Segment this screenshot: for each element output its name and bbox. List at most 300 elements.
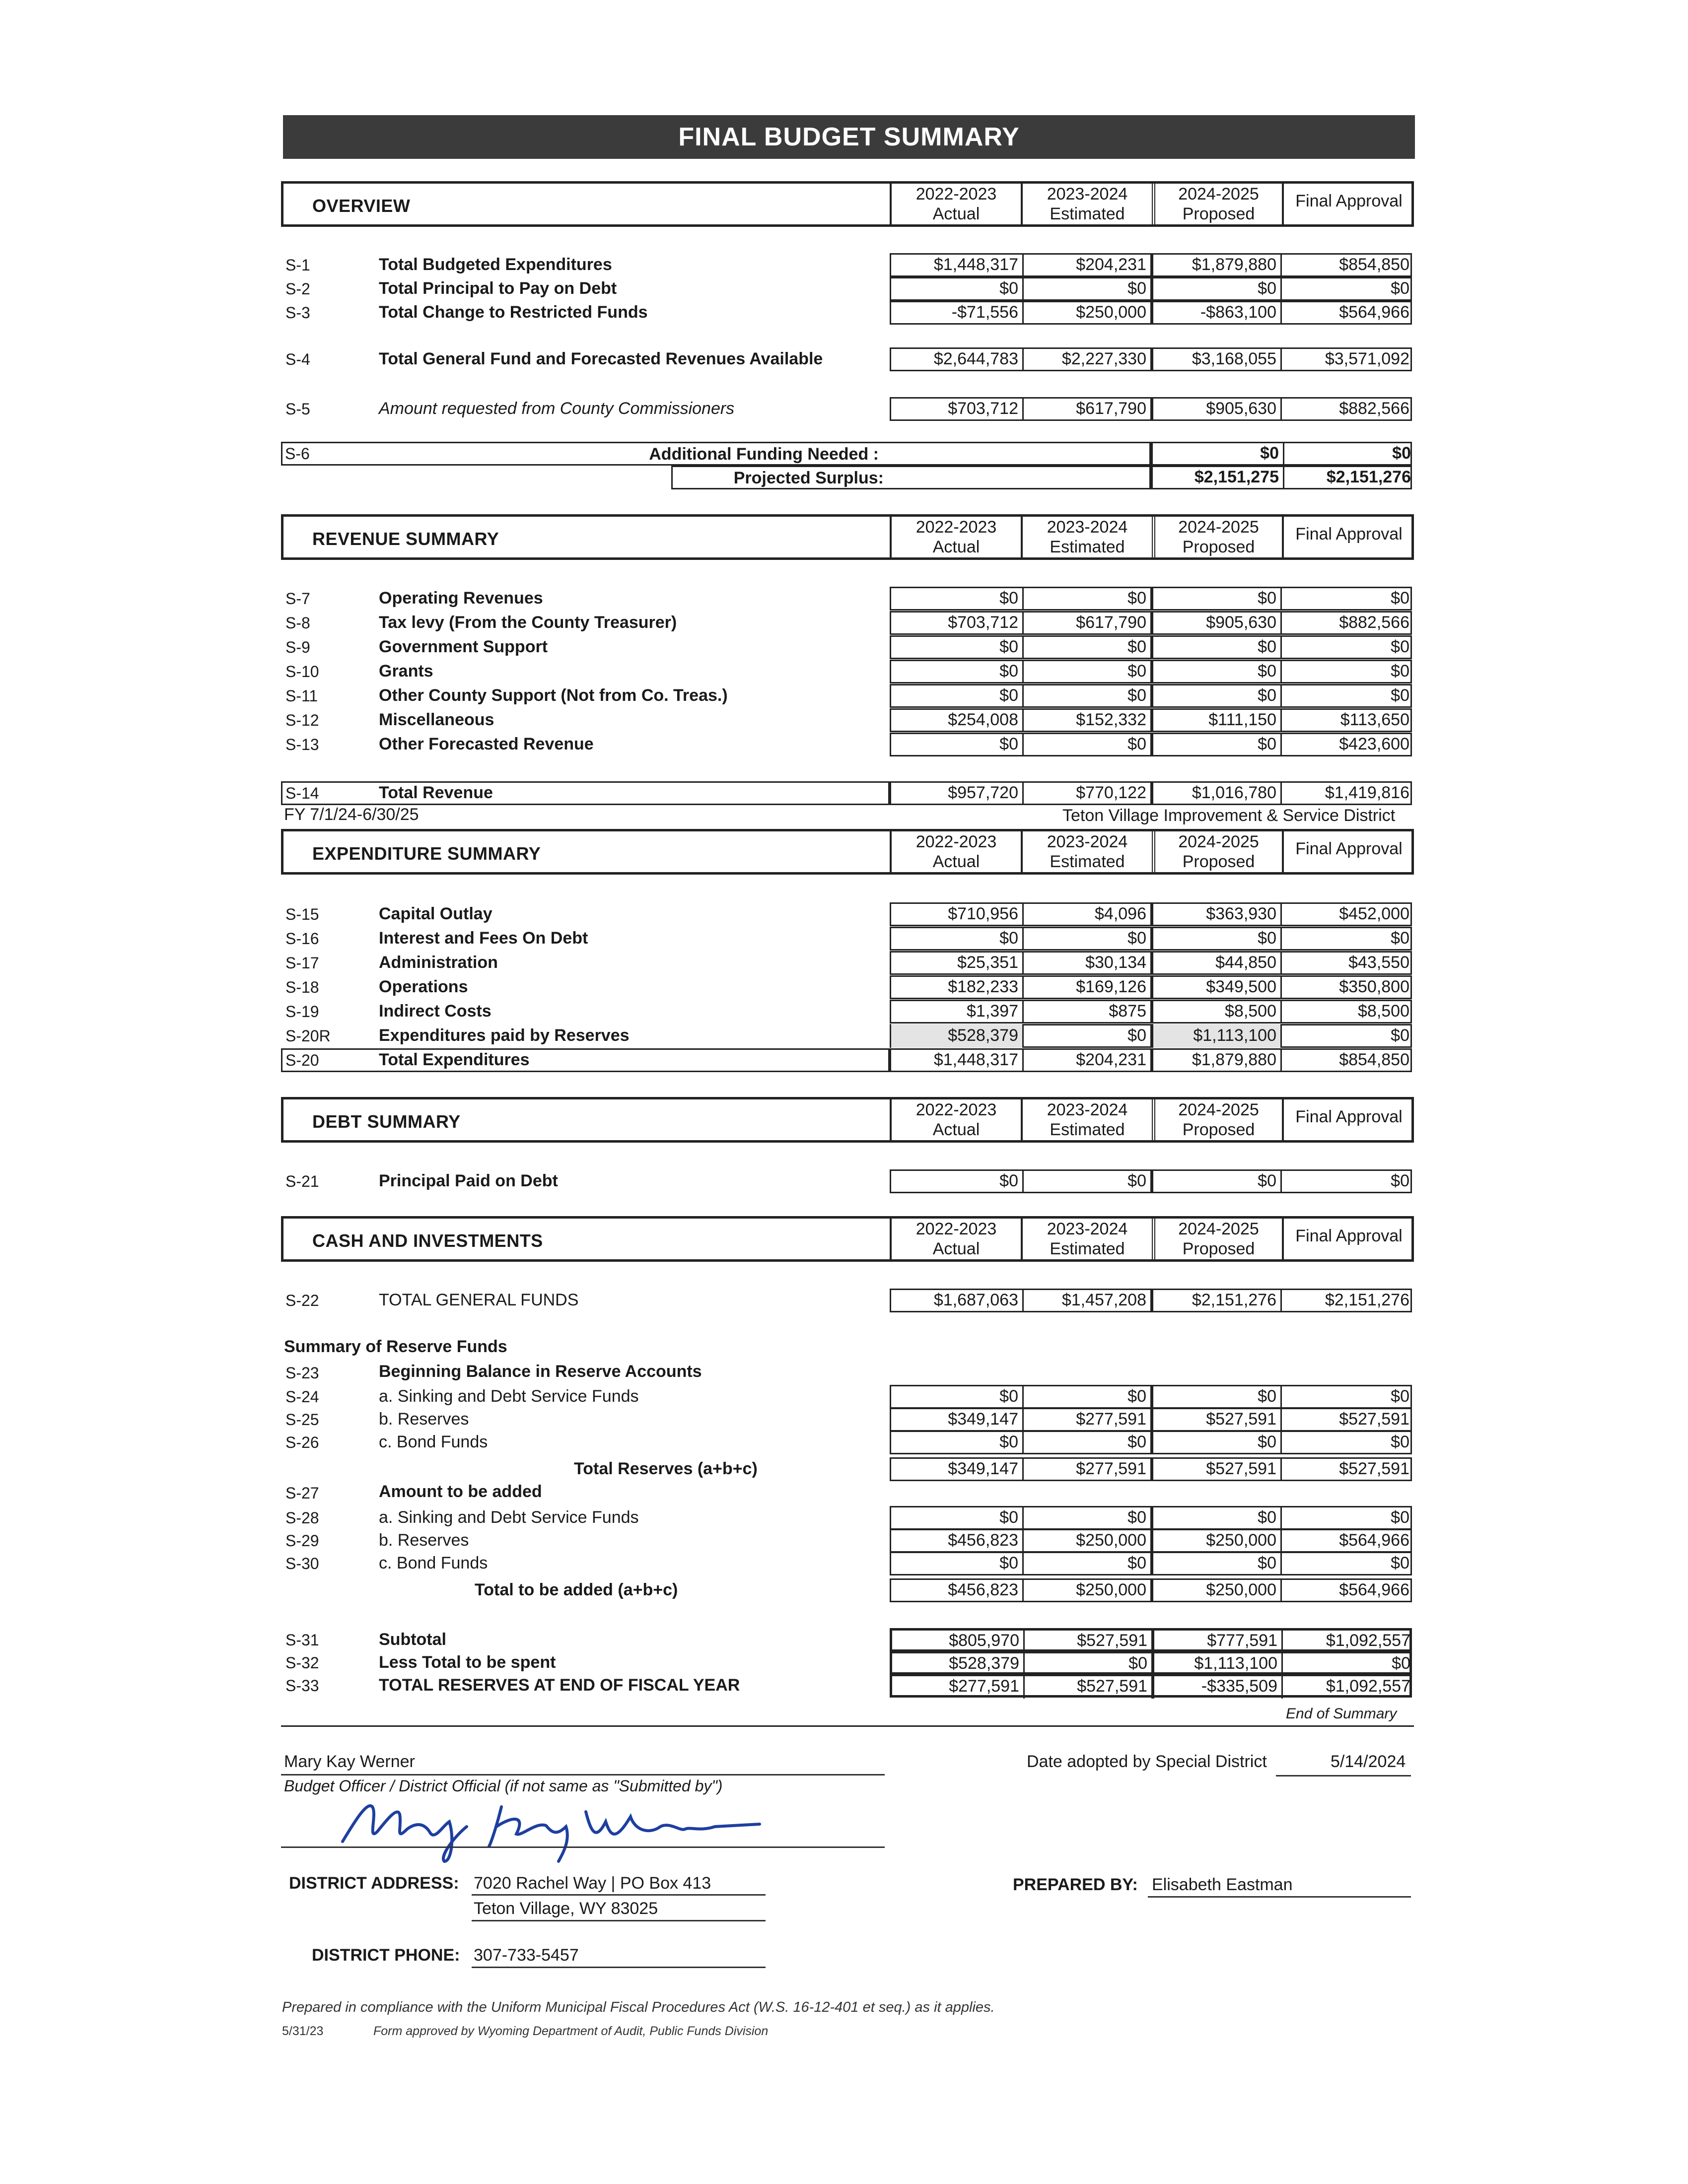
value-row	[890, 951, 1412, 975]
value-row	[890, 1000, 1412, 1024]
row-label: Beginning Balance in Reserve Accounts	[379, 1362, 702, 1381]
row-label: b. Reserves	[379, 1410, 469, 1429]
row-code: S-24	[285, 1388, 319, 1406]
value-cell: $3,571,092	[1280, 347, 1413, 371]
value-cell: $0	[1280, 587, 1413, 611]
value-cell: $2,151,276	[1283, 466, 1415, 489]
value-cell: $349,500	[1150, 975, 1280, 999]
row-code: S-13	[285, 736, 319, 753]
value-cell: $564,966	[1280, 1578, 1413, 1602]
address-line1-rule	[472, 1894, 766, 1896]
value-cell: $0	[999, 1433, 1018, 1451]
value-row	[890, 1289, 1412, 1312]
row-code: S-9	[285, 638, 310, 656]
value-cell: $527,591	[1280, 1408, 1413, 1432]
value-cell: $805,970	[949, 1631, 1019, 1650]
value-cell: $0	[999, 1508, 1018, 1527]
officer-name: Mary Kay Werner	[284, 1752, 415, 1771]
expenditure-col-header	[1021, 829, 1152, 875]
value-cell: $2,151,276	[1280, 1289, 1413, 1312]
value-cell: $350,800	[1280, 975, 1413, 999]
value-cell: $527,591	[1150, 1457, 1280, 1481]
form-note: Form approved by Wyoming Department of Audit, Public Funds Division	[373, 2024, 769, 2038]
value-cell: $0	[1022, 1506, 1150, 1530]
compliance-note: Prepared in compliance with the Uniform Municipal Fiscal Procedures Act (W.S. 16-12-401 et seq.) as it applies.	[282, 1999, 995, 2015]
row-code: S-23	[285, 1364, 319, 1382]
value-row	[890, 684, 1412, 708]
value-cell: $0	[1150, 1506, 1280, 1530]
row-label: Tax levy (From the County Treasurer)	[379, 613, 677, 632]
row-code: S-10	[285, 663, 319, 681]
col-header-line: Final Approval	[1295, 1227, 1403, 1245]
value-cell: $349,147	[948, 1459, 1018, 1478]
col-header-line: Final Approval	[1295, 1107, 1403, 1126]
value-cell: $0	[1280, 1024, 1413, 1048]
row-label: b. Reserves	[379, 1531, 469, 1550]
expenditure-col-header	[890, 829, 1021, 875]
value-row	[890, 611, 1412, 635]
value-cell: $957,720	[948, 783, 1018, 802]
value-row	[890, 1169, 1412, 1193]
value-row	[890, 587, 1412, 611]
expenditure-header	[281, 829, 1414, 875]
value-cell: $0	[1280, 927, 1413, 951]
value-cell: $0	[1280, 1169, 1413, 1193]
row-code: S-30	[285, 1555, 319, 1572]
row-code: S-20R	[285, 1027, 331, 1045]
reserves-title: Summary of Reserve Funds	[284, 1337, 507, 1356]
date-value: 5/14/2024	[1331, 1752, 1406, 1771]
value-row	[890, 1385, 1412, 1409]
row-label: Amount requested from County Commissioners	[379, 399, 735, 418]
debt-title: DEBT SUMMARY	[312, 1111, 461, 1132]
row-label: Subtotal	[379, 1630, 446, 1649]
row-label: Operations	[379, 977, 468, 996]
value-cell: $0	[1022, 277, 1150, 301]
value-cell: $0	[1022, 684, 1150, 708]
row-label: Other County Support (Not from Co. Treas.)	[379, 686, 728, 705]
form-date: 5/31/23	[282, 2024, 324, 2038]
value-cell: $617,790	[1022, 397, 1150, 421]
value-row	[890, 1578, 1412, 1602]
value-cell: $0	[1150, 660, 1280, 683]
value-cell: -$335,509	[1151, 1675, 1281, 1699]
row-code: S-12	[285, 711, 319, 729]
expenditure-col-header	[1282, 829, 1414, 875]
value-cell: $1,879,880	[1150, 1048, 1280, 1072]
value-cell: $452,000	[1280, 902, 1413, 926]
value-cell: $703,712	[948, 613, 1018, 632]
value-row	[890, 975, 1412, 999]
row-label: Indirect Costs	[379, 1002, 492, 1021]
row-label: Total Budgeted Expenditures	[379, 255, 612, 274]
revenue-header	[281, 514, 1414, 560]
value-cell: $0	[1022, 1024, 1150, 1048]
cash-title: CASH AND INVESTMENTS	[312, 1230, 543, 1251]
row-code: S-26	[285, 1433, 319, 1451]
row-code: S-21	[285, 1172, 319, 1190]
col-header-line: Estimated	[1050, 1120, 1125, 1139]
value-cell: $528,379	[891, 1024, 1022, 1048]
value-cell: $0	[1150, 587, 1280, 611]
value-row	[890, 397, 1412, 421]
row-label: TOTAL GENERAL FUNDS	[379, 1291, 579, 1309]
value-cell: $0	[1023, 1652, 1151, 1676]
value-row	[890, 733, 1412, 756]
row-label: a. Sinking and Debt Service Funds	[379, 1508, 639, 1527]
overview-title: OVERVIEW	[312, 196, 411, 216]
row-label: Principal Paid on Debt	[379, 1171, 558, 1190]
debt-col-header	[890, 1097, 1021, 1143]
value-cell: $527,591	[1023, 1675, 1151, 1699]
value-cell: $710,956	[948, 904, 1018, 923]
additional-funding-label: Additional Funding Needed :	[649, 445, 879, 464]
value-cell: $527,591	[1150, 1408, 1280, 1432]
value-cell: $0	[999, 1554, 1018, 1572]
officer-line	[281, 1774, 885, 1775]
value-cell: $0	[1150, 1431, 1280, 1454]
value-row	[890, 1408, 1412, 1432]
col-header-line: Final Approval	[1295, 839, 1403, 858]
row-label: Expenditures paid by Reserves	[379, 1026, 630, 1045]
value-cell: $44,850	[1150, 951, 1280, 975]
value-cell: $770,122	[1022, 781, 1150, 805]
value-cell: $30,134	[1022, 951, 1150, 975]
value-cell: $0	[1022, 1169, 1150, 1193]
row-label: Total General Fund and Forecasted Revenues Available	[379, 349, 823, 368]
expenditure-title: EXPENDITURE SUMMARY	[312, 843, 541, 864]
value-cell: $0	[1283, 442, 1415, 466]
value-row	[890, 253, 1412, 277]
col-header-line: 2024-2025	[1178, 185, 1259, 204]
row-label: c. Bond Funds	[379, 1433, 488, 1451]
row-code: S-20	[285, 1051, 319, 1069]
value-cell: $0	[1150, 635, 1280, 659]
value-cell: $0	[999, 1171, 1018, 1190]
col-header-line: Actual	[932, 205, 980, 223]
col-header-line: Proposed	[1182, 852, 1255, 871]
value-cell: $0	[1150, 1385, 1280, 1409]
debt-col-header	[1152, 1097, 1282, 1143]
value-cell: $0	[1280, 1506, 1413, 1530]
value-row	[890, 1048, 1412, 1072]
row-code: S-19	[285, 1003, 319, 1021]
row-code: S-8	[285, 614, 310, 632]
value-cell: $1,687,063	[933, 1291, 1018, 1309]
value-cell: $113,650	[1280, 708, 1413, 732]
row-code: S-11	[285, 687, 318, 705]
value-cell: $0	[1280, 660, 1413, 683]
value-cell: $182,233	[948, 977, 1018, 996]
row-code: S-1	[285, 256, 310, 274]
col-header-line: Estimated	[1050, 852, 1125, 871]
col-header-line: Actual	[932, 1120, 980, 1139]
value-cell: $0	[1150, 684, 1280, 708]
value-cell: $703,712	[948, 399, 1018, 418]
value-cell: $0	[1022, 1431, 1150, 1454]
col-header-line: 2024-2025	[1178, 518, 1259, 537]
value-cell: $0	[1280, 1385, 1413, 1409]
fy-label: FY 7/1/24-6/30/25	[284, 805, 419, 824]
prepared-line	[1148, 1896, 1411, 1898]
value-cell: $0	[999, 929, 1018, 948]
value-cell: $0	[1022, 927, 1150, 951]
value-cell: $254,008	[948, 710, 1018, 729]
value-cell: $0	[999, 1387, 1018, 1406]
value-cell: $0	[1022, 733, 1150, 756]
value-cell: $1,092,557	[1281, 1629, 1414, 1653]
col-header-line: 2024-2025	[1178, 832, 1259, 851]
row-code: S-32	[285, 1654, 319, 1672]
row-code: S-28	[285, 1509, 319, 1527]
value-cell: $169,126	[1022, 975, 1150, 999]
value-cell: $0	[1280, 635, 1413, 659]
row-label: Other Forecasted Revenue	[379, 735, 594, 753]
address-line1: 7020 Rachel Way | PO Box 413	[474, 1874, 711, 1893]
debt-col-header	[1282, 1097, 1414, 1143]
cash-col-header	[1152, 1216, 1282, 1262]
value-cell: $0	[999, 662, 1018, 681]
officer-caption: Budget Officer / District Official (if not same as "Submitted by")	[284, 1777, 723, 1795]
value-cell: $2,227,330	[1022, 347, 1150, 371]
value-row	[890, 1457, 1412, 1481]
value-row	[890, 301, 1412, 325]
additional-values	[1150, 442, 1412, 466]
value-cell: $111,150	[1150, 708, 1280, 732]
row-label: Administration	[379, 953, 498, 972]
value-cell: $456,823	[948, 1580, 1018, 1599]
value-row	[890, 902, 1412, 926]
value-cell: $527,591	[1280, 1457, 1413, 1481]
value-cell: $0	[999, 686, 1018, 705]
revenue-col-header	[1152, 514, 1282, 560]
address-label: DISTRICT ADDRESS:	[289, 1874, 459, 1893]
row-code: S-18	[285, 978, 319, 996]
col-header-line: 2023-2024	[1047, 1100, 1128, 1119]
value-cell: $152,332	[1022, 708, 1150, 732]
value-row	[890, 635, 1412, 659]
prepared-label: PREPARED BY:	[1013, 1875, 1138, 1894]
cash-col-header	[1282, 1216, 1414, 1262]
col-header-line: Actual	[932, 538, 980, 556]
col-header-line: Proposed	[1182, 205, 1255, 223]
cash-col-header	[890, 1216, 1021, 1262]
phone-value: 307-733-5457	[474, 1946, 579, 1965]
cash-col-header	[1021, 1216, 1152, 1262]
district-name: Teton Village Improvement & Service District	[1062, 806, 1396, 825]
value-cell: $0	[1022, 1385, 1150, 1409]
value-cell: $250,000	[1022, 301, 1150, 325]
col-header-line: 2022-2023	[915, 1220, 997, 1238]
date-line	[1276, 1775, 1411, 1776]
value-cell: $0	[999, 589, 1018, 608]
phone-line	[472, 1967, 766, 1968]
value-cell: $777,591	[1151, 1629, 1281, 1653]
row-label: Less Total to be spent	[379, 1653, 556, 1672]
col-header-line: Final Approval	[1295, 525, 1403, 544]
debt-header	[281, 1097, 1414, 1143]
value-row	[890, 1529, 1412, 1553]
expenditure-col-header	[1152, 829, 1282, 875]
value-cell: $0	[1022, 635, 1150, 659]
value-cell: $277,591	[1022, 1408, 1150, 1432]
value-cell: $250,000	[1150, 1529, 1280, 1553]
phone-label: DISTRICT PHONE:	[312, 1946, 460, 1965]
row-code: S-5	[285, 400, 310, 418]
revenue-col-header	[1282, 514, 1414, 560]
value-cell: $456,823	[948, 1531, 1018, 1550]
overview-col-header	[890, 181, 1021, 227]
col-header-line: 2022-2023	[915, 185, 997, 204]
value-cell: $1,457,208	[1022, 1289, 1150, 1312]
row-code: S-7	[285, 590, 310, 608]
col-header-line: Estimated	[1050, 205, 1125, 223]
revenue-col-header	[1021, 514, 1152, 560]
col-header-line: 2024-2025	[1178, 1220, 1259, 1238]
col-header-line: Final Approval	[1295, 192, 1403, 210]
row-label: Miscellaneous	[379, 710, 494, 729]
signature-icon	[338, 1787, 765, 1866]
value-row	[890, 1628, 1412, 1652]
value-cell: $0	[1281, 1652, 1414, 1676]
col-header-line: 2022-2023	[915, 832, 997, 851]
value-cell: $423,600	[1280, 733, 1413, 756]
value-cell: $43,550	[1280, 951, 1413, 975]
end-of-summary: End of Summary	[1286, 1706, 1397, 1722]
value-cell: $8,500	[1280, 1000, 1413, 1024]
debt-col-header	[1021, 1097, 1152, 1143]
value-cell: $363,930	[1150, 902, 1280, 926]
value-cell: $617,790	[1022, 611, 1150, 635]
value-cell: $2,151,276	[1150, 1289, 1280, 1312]
value-cell: $564,966	[1280, 1529, 1413, 1553]
col-header-line: Actual	[932, 852, 980, 871]
value-row	[890, 1024, 1412, 1048]
address-line2-rule	[472, 1920, 766, 1921]
value-cell: $8,500	[1150, 1000, 1280, 1024]
cash-header	[281, 1216, 1414, 1262]
value-cell: $875	[1022, 1000, 1150, 1024]
row-label: Grants	[379, 662, 433, 681]
value-row	[890, 708, 1412, 732]
row-label: c. Bond Funds	[379, 1554, 488, 1572]
value-cell: $0	[1280, 277, 1413, 301]
value-cell: $564,966	[1280, 301, 1413, 325]
row-code: S-17	[285, 954, 319, 972]
row-code: S-27	[285, 1484, 319, 1502]
value-cell: $25,351	[957, 953, 1018, 972]
value-cell: -$863,100	[1150, 301, 1280, 325]
value-cell: $2,151,275	[1194, 468, 1279, 486]
col-header-line: 2023-2024	[1047, 1220, 1128, 1238]
row-code: S-2	[285, 280, 310, 298]
value-cell: $1,448,317	[933, 1050, 1018, 1069]
row-label: TOTAL RESERVES AT END OF FISCAL YEAR	[379, 1676, 740, 1695]
revenue-col-header	[890, 514, 1021, 560]
total-revenue-code-box	[281, 781, 890, 805]
value-cell: $250,000	[1022, 1578, 1150, 1602]
projected-surplus-label: Projected Surplus:	[733, 469, 884, 487]
value-cell: $250,000	[1150, 1578, 1280, 1602]
row-label: Amount to be added	[379, 1482, 542, 1501]
surplus-values	[1150, 466, 1412, 489]
value-cell: $0	[1150, 1552, 1280, 1575]
value-cell: $3,168,055	[1150, 347, 1280, 371]
col-header-line: 2024-2025	[1178, 1100, 1259, 1119]
value-cell: $0	[1022, 587, 1150, 611]
value-cell: $0	[1280, 1431, 1413, 1454]
value-row	[890, 1651, 1412, 1675]
col-header-line: 2023-2024	[1047, 185, 1128, 204]
value-cell: $905,630	[1150, 611, 1280, 635]
row-code: S-4	[285, 350, 310, 368]
value-cell: $0	[999, 637, 1018, 656]
row-code: S-25	[285, 1411, 319, 1429]
value-cell: $882,566	[1280, 397, 1413, 421]
row-code: S-3	[285, 304, 310, 322]
overview-col-header	[1282, 181, 1414, 227]
value-cell: $905,630	[1150, 397, 1280, 421]
value-cell: $4,096	[1022, 902, 1150, 926]
value-cell: $1,397	[967, 1002, 1018, 1021]
overview-header	[281, 181, 1414, 227]
row-code: S-22	[285, 1292, 319, 1309]
value-cell: $0	[1150, 277, 1280, 301]
row-label: a. Sinking and Debt Service Funds	[379, 1387, 639, 1406]
value-row	[890, 781, 1412, 805]
col-header-line: 2022-2023	[915, 1100, 997, 1119]
page-title: FINAL BUDGET SUMMARY	[283, 115, 1415, 159]
value-cell: $0	[999, 735, 1018, 753]
row-label: Total Principal to Pay on Debt	[379, 279, 617, 298]
address-line2: Teton Village, WY 83025	[474, 1899, 658, 1918]
col-header-line: Estimated	[1050, 1239, 1125, 1258]
value-cell: $0	[1260, 444, 1279, 463]
row-code: S-29	[285, 1532, 319, 1550]
value-cell: $0	[1022, 660, 1150, 683]
value-cell: $0	[1022, 1552, 1150, 1575]
signature-line	[281, 1846, 885, 1848]
col-header-line: 2022-2023	[915, 518, 997, 537]
s6-code: S-6	[285, 445, 310, 463]
row-label: Operating Revenues	[379, 589, 543, 608]
value-cell: $277,591	[1022, 1457, 1150, 1481]
col-header-line: Proposed	[1182, 538, 1255, 556]
value-cell: $527,591	[1023, 1629, 1151, 1653]
value-cell: $854,850	[1280, 1048, 1413, 1072]
value-cell: $0	[999, 279, 1018, 298]
value-row	[890, 347, 1412, 371]
value-cell: $204,231	[1022, 253, 1150, 277]
value-cell: $0	[1150, 1169, 1280, 1193]
col-header-line: Proposed	[1182, 1120, 1255, 1139]
row-label: Total Change to Restricted Funds	[379, 303, 648, 322]
row-label: Total to be added (a+b+c)	[475, 1580, 678, 1599]
col-header-line: 2023-2024	[1047, 832, 1128, 851]
value-row	[890, 1552, 1412, 1575]
value-row	[890, 1506, 1412, 1530]
row-label: Government Support	[379, 637, 548, 656]
value-row	[890, 277, 1412, 301]
value-cell: $1,879,880	[1150, 253, 1280, 277]
value-cell: $1,113,100	[1151, 1652, 1281, 1676]
value-cell: $854,850	[1280, 253, 1413, 277]
col-header-line: Proposed	[1182, 1239, 1255, 1258]
value-cell: $2,644,783	[933, 349, 1018, 368]
col-header-line: Actual	[932, 1239, 980, 1258]
value-cell: $1,448,317	[933, 255, 1018, 274]
row-label: Total Reserves (a+b+c)	[574, 1459, 758, 1478]
